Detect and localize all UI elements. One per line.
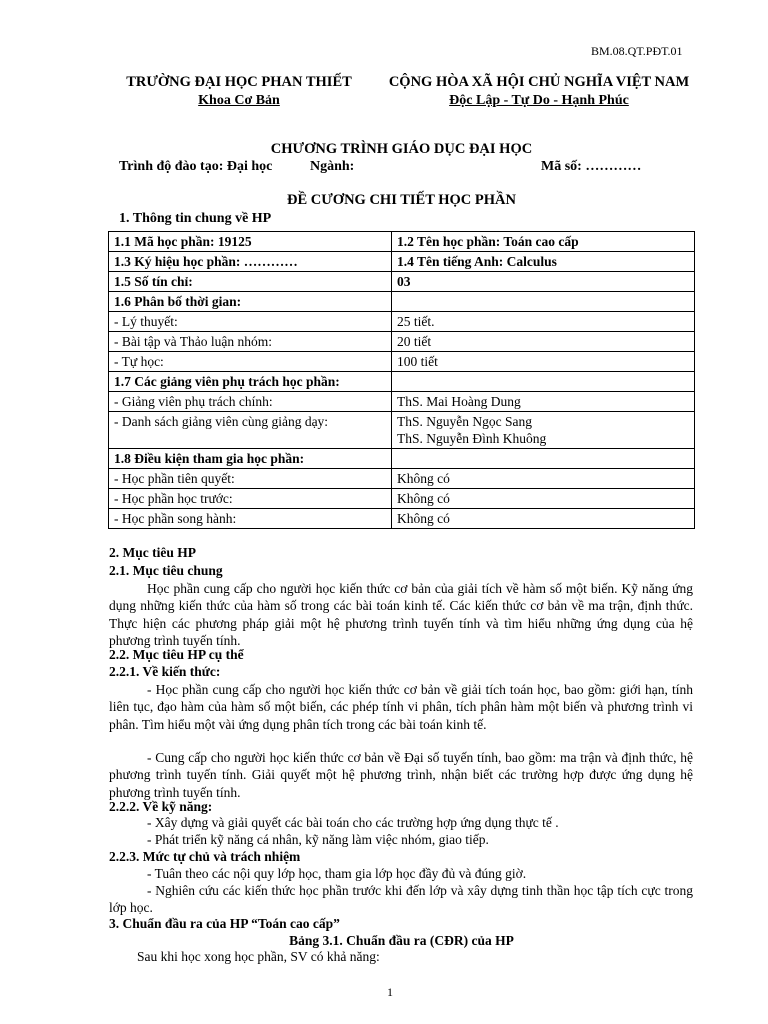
table-cell-right: 100 tiết (392, 352, 695, 372)
table-cell-right (392, 292, 695, 312)
program-title: CHƯƠNG TRÌNH GIÁO DỤC ĐẠI HỌC (270, 141, 533, 157)
table-cell-left: - Tự học: (109, 352, 392, 372)
table-row (109, 332, 695, 352)
header-right (370, 74, 708, 109)
table-cell-left: - Lý thuyết: (109, 312, 392, 332)
motto: Độc Lập - Tự Do - Hạnh Phúc (449, 93, 629, 108)
section223-item-b: - Nghiên cứu các kiến thức học phần trước khi đến lớp và xây dựng tinh thần học tập tích cực trong lớp học. (109, 883, 693, 916)
republic-name: CỘNG HÒA XÃ HỘI CHỦ NGHĨA VIỆT NAM (388, 74, 690, 90)
table-cell-left: 1.8 Điều kiện tham gia học phần: (109, 449, 392, 469)
section222-heading: 2.2.2. Về kỹ năng: (109, 799, 213, 814)
section22-heading: 2.2. Mục tiêu HP cụ thể (109, 647, 244, 662)
table-cell-right: 03 (392, 272, 695, 292)
table-cell-right: ThS. Mai Hoàng Dung (392, 392, 695, 412)
table-cell-right: 20 tiết (392, 332, 695, 352)
table-row (109, 292, 695, 312)
section223-heading: 2.2.3. Mức tự chủ và trách nhiệm (109, 849, 301, 864)
table-row (109, 272, 695, 292)
section3-intro: Sau khi học xong học phần, SV có khả năng: (137, 949, 380, 964)
table-cell-right (392, 412, 695, 449)
table-cell-left: 1.5 Số tín chỉ: (109, 272, 392, 292)
table-cell-right: 1.2 Tên học phần: Toán cao cấp (392, 232, 695, 252)
table-cell-left: - Danh sách giảng viên cùng giảng dạy: (109, 412, 392, 449)
cell-line: ThS. Nguyễn Ngọc Sang (397, 414, 532, 429)
table-row (109, 489, 695, 509)
section3-heading: 3. Chuẩn đầu ra của HP “Toán cao cấp” (109, 916, 340, 931)
table-cell-left: 1.7 Các giảng viên phụ trách học phần: (109, 372, 392, 392)
section2-heading: 2. Mục tiêu HP (109, 545, 196, 560)
table-row (109, 509, 695, 529)
program-code: Mã số: ………… (541, 159, 642, 174)
cell-line: ThS. Nguyễn Đình Khuông (397, 431, 547, 446)
table-cell-right (392, 449, 695, 469)
table-cell-left: - Học phần tiên quyết: (109, 469, 392, 489)
table31-caption: Bảng 3.1. Chuẩn đầu ra (CĐR) của HP (289, 933, 514, 948)
table-cell-left: - Bài tập và Thảo luận nhóm: (109, 332, 392, 352)
table-cell-right: Không có (392, 489, 695, 509)
table-row (109, 469, 695, 489)
table-row (109, 449, 695, 469)
section221-paragraph-a: - Học phần cung cấp cho người học kiến thức cơ bản về giải tích toán học, bao gồm: giới hạn, tính liên tục, đạo hàm của hàm số một biến, các phép tính vi phân, tích phân hàm một biến và phương trình vi phân. Tìm hiểu một vài ứng dụng phân tích trong các bài toán kinh tế. (109, 682, 693, 732)
table-cell-left: 1.1 Mã học phần: 19125 (109, 232, 392, 252)
table-row (109, 252, 695, 272)
syllabus-title: ĐỀ CƯƠNG CHI TIẾT HỌC PHẦN (287, 192, 516, 208)
table-cell-right: Không có (392, 469, 695, 489)
program-major: Ngành: (310, 159, 355, 174)
section222-item-a: - Xây dựng và giải quyết các bài toán cho các trường hợp ứng dụng thực tế . (147, 815, 559, 830)
header-left (108, 74, 370, 109)
program-level: Trình độ đào tạo: Đại học (119, 159, 273, 174)
table-cell-left: - Giảng viên phụ trách chính: (109, 392, 392, 412)
section222-item-b: - Phát triển kỹ năng cá nhân, kỹ năng làm việc nhóm, giao tiếp. (147, 832, 489, 847)
table-row (109, 312, 695, 332)
section221-paragraph-b: - Cung cấp cho người học kiến thức cơ bản về Đại số tuyến tính, bao gồm: ma trận và định thức, hệ phương trình tuyến tính. Giải quyết một hệ phương trình, nhận biết các trường hợp được ứng dụng hệ phương trình tuyến tính. (109, 750, 693, 800)
section1-heading: 1. Thông tin chung về HP (119, 211, 272, 226)
table-cell-left: - Học phần học trước: (109, 489, 392, 509)
table-cell-right: 1.4 Tên tiếng Anh: Calculus (392, 252, 695, 272)
table-cell-left: 1.3 Ký hiệu học phần: ………… (109, 252, 392, 272)
section21-heading: 2.1. Mục tiêu chung (109, 563, 223, 578)
table-cell-right: Không có (392, 509, 695, 529)
table-row (109, 352, 695, 372)
page-number: 1 (387, 985, 393, 999)
table-row (109, 232, 695, 252)
section223-item-a: - Tuân theo các nội quy lớp học, tham gia lớp học đầy đủ và đúng giờ. (147, 866, 527, 881)
table-cell-right: 25 tiết. (392, 312, 695, 332)
course-info-table (108, 231, 695, 529)
table-row (109, 392, 695, 412)
form-code: BM.08.QT.PĐT.01 (591, 44, 683, 58)
university-name: TRƯỜNG ĐẠI HỌC PHAN THIẾT (126, 74, 352, 90)
section21-paragraph: Học phần cung cấp cho người học kiến thức cơ bản của giải tích về hàm số một biến. Kỹ năng ứng dụng những kiến thức của hàm số trong các bài toán kinh tế. Các kiến thức cơ bản về ma trận, định thức. Thực hiện các phương pháp giải một hệ phương trình tuyến tính và tìm hiểu những ứng dụng của hệ phương trình tuyến tính. (109, 581, 693, 649)
faculty-name: Khoa Cơ Bản (198, 93, 280, 108)
table-row (109, 412, 695, 449)
table-row (109, 372, 695, 392)
section221-heading: 2.2.1. Về kiến thức: (109, 664, 221, 679)
table-cell-left: - Học phần song hành: (109, 509, 392, 529)
table-cell-right (392, 372, 695, 392)
table-cell-left: 1.6 Phân bố thời gian: (109, 292, 392, 312)
